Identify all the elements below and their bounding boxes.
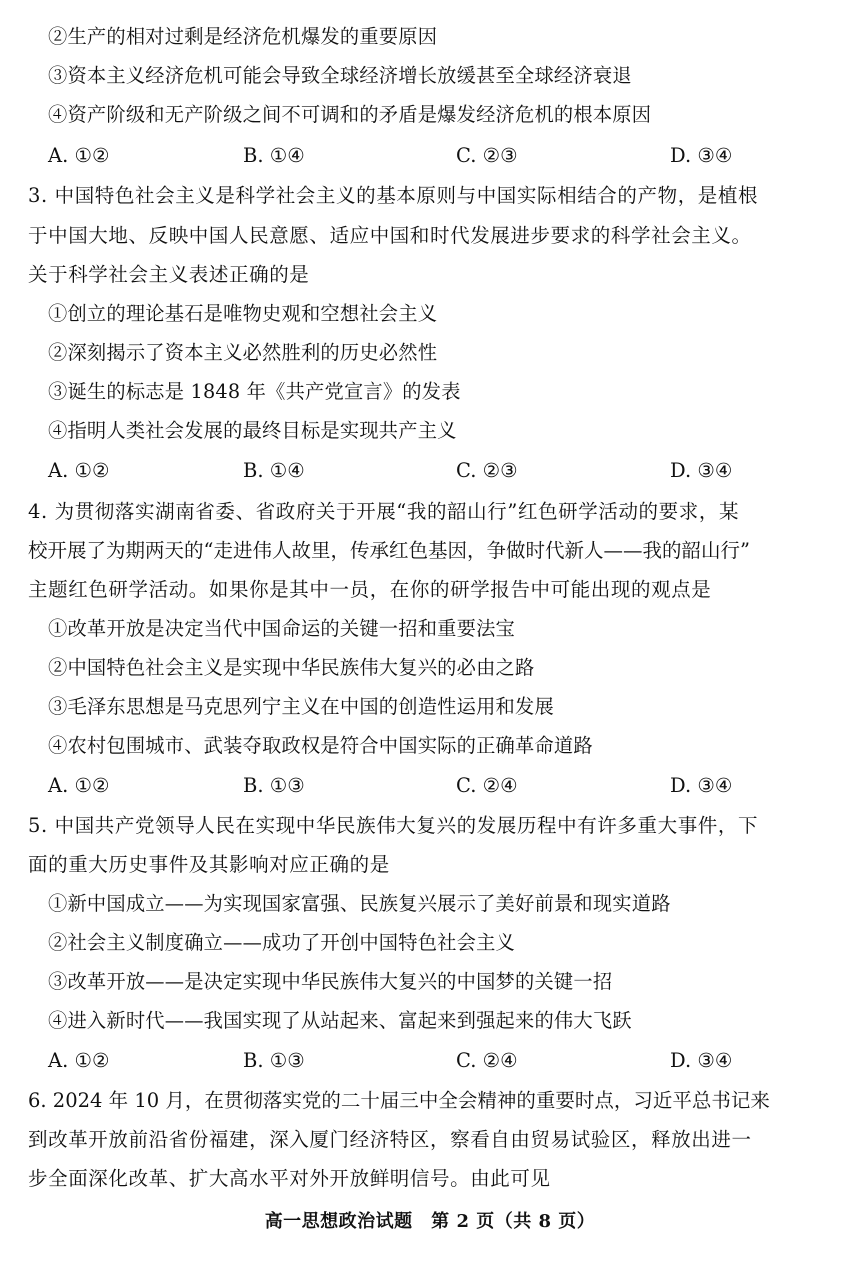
option-item: ③资本主义经济危机可能会导致全球经济增长放缓甚至全球经济衰退	[48, 64, 632, 87]
choice-b: B. ①④	[243, 144, 305, 167]
choice-b: B. ①③	[243, 774, 305, 797]
answer-choices	[48, 456, 808, 486]
option-item: ③毛泽东思想是马克思列宁主义在中国的创造性运用和发展	[48, 695, 554, 718]
choice-d: D. ③④	[670, 774, 733, 797]
option-item: ④农村包围城市、武装夺取政权是符合中国实际的正确革命道路	[48, 734, 593, 757]
choice-d: D. ③④	[670, 459, 733, 482]
choice-b: B. ①④	[243, 459, 305, 482]
choice-a: A. ①②	[48, 774, 110, 797]
question-stem-line: 主题红色研学活动。如果你是其中一员，在你的研学报告中可能出现的观点是	[28, 578, 712, 601]
choice-a: A. ①②	[48, 1049, 110, 1072]
choice-c: C. ②③	[456, 459, 518, 482]
option-item: ②生产的相对过剩是经济危机爆发的重要原因	[48, 25, 438, 48]
choice-a: A. ①②	[48, 459, 110, 482]
answer-choices	[48, 771, 808, 801]
option-item: ①改革开放是决定当代中国命运的关键一招和重要法宝	[48, 617, 515, 640]
choice-c: C. ②③	[456, 144, 518, 167]
choice-d: D. ③④	[670, 1049, 733, 1072]
question-stem-line: 4. 为贯彻落实湖南省委、省政府关于开展“我的韶山行”红色研学活动的要求，某	[28, 500, 740, 523]
question-stem-line: 于中国大地、反映中国人民意愿、适应中国和时代发展进步要求的科学社会主义。	[28, 224, 752, 247]
option-item: ①新中国成立——为实现国家富强、民族复兴展示了美好前景和现实道路	[48, 892, 671, 915]
choice-c: C. ②④	[456, 774, 518, 797]
option-item: ③改革开放——是决定实现中华民族伟大复兴的中国梦的关键一招	[48, 970, 613, 993]
option-item: ②中国特色社会主义是实现中华民族伟大复兴的必由之路	[48, 656, 535, 679]
question-stem-line: 关于科学社会主义表述正确的是	[28, 263, 310, 286]
question-stem-line: 步全面深化改革、扩大高水平对外开放鲜明信号。由此可见	[28, 1167, 551, 1190]
question-stem-line: 到改革开放前沿省份福建，深入厦门经济特区，察看自由贸易试验区，释放出进一	[28, 1128, 752, 1151]
option-item: ②深刻揭示了资本主义必然胜利的历史必然性	[48, 341, 438, 364]
question-stem-line: 3. 中国特色社会主义是科学社会主义的基本原则与中国实际相结合的产物，是植根	[28, 184, 759, 207]
option-item: ④进入新时代——我国实现了从站起来、富起来到强起来的伟大飞跃	[48, 1009, 632, 1032]
question-stem-line: 5. 中国共产党领导人民在实现中华民族伟大复兴的发展历程中有许多重大事件，下	[28, 814, 759, 837]
option-item: ①创立的理论基石是唯物史观和空想社会主义	[48, 302, 438, 325]
choice-b: B. ①③	[243, 1049, 305, 1072]
choice-a: A. ①②	[48, 144, 110, 167]
question-stem-line: 校开展了为期两天的“走进伟人故里，传承红色基因，争做时代新人——我的韶山行”	[28, 539, 750, 562]
option-item: ④指明人类社会发展的最终目标是实现共产主义	[48, 419, 457, 442]
question-stem-line: 面的重大历史事件及其影响对应正确的是	[28, 853, 390, 876]
option-item: ②社会主义制度确立——成功了开创中国特色社会主义	[48, 931, 515, 954]
option-item: ③诞生的标志是 1848 年《共产党宣言》的发表	[48, 380, 461, 403]
choice-c: C. ②④	[456, 1049, 518, 1072]
option-item: ④资产阶级和无产阶级之间不可调和的矛盾是爆发经济危机的根本原因	[48, 103, 652, 126]
question-stem-line: 6. 2024 年 10 月，在贯彻落实党的二十届三中全会精神的重要时点，习近平总书记来	[28, 1089, 770, 1112]
answer-choices	[48, 1046, 808, 1076]
answer-choices	[48, 141, 808, 171]
choice-d: D. ③④	[670, 144, 733, 167]
page-footer: 高一思想政治试题 第 2 页（共 8 页）	[264, 1211, 596, 1232]
